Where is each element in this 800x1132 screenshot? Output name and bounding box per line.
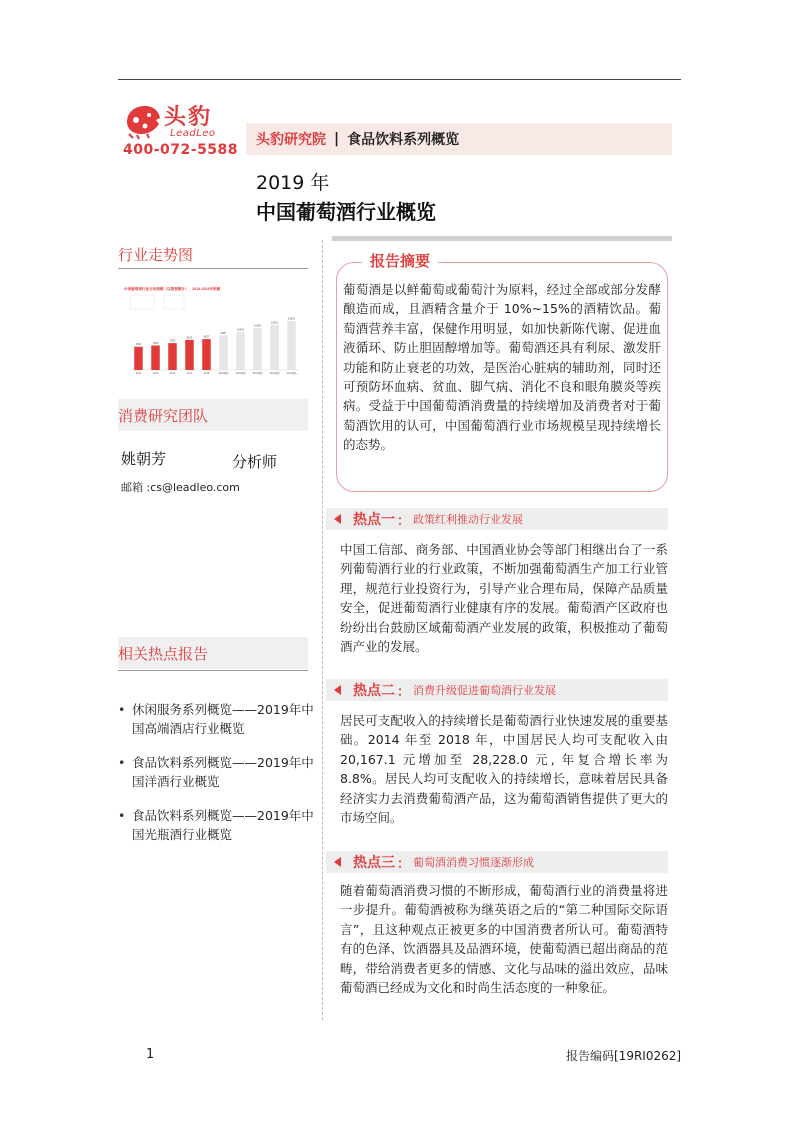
related-report-link[interactable]: • 食品饮料系列概览——2019年中国洋酒行业概览	[118, 753, 318, 791]
hotpoint-text: 居民可支配收入的持续增长是葡萄酒行业快速发展的重要基础。2014 年至 2018 年，中国居民人均可支配收入由 20,167.1 元增加至 28,228.0 元, 年复合增长率为 8.8%。居民人均可支配收入的持续增长，意味着居民具备经济实力去消费葡萄酒产品，这为葡萄酒销售提供了更大的市场空间。	[340, 713, 668, 826]
chart-bar	[287, 321, 296, 370]
hotpoint-label: 热点二	[353, 683, 395, 699]
related-report-link[interactable]: • 休闲服务系列概览——2019年中国高端酒店行业概览	[118, 700, 318, 738]
hotpoint-bar	[326, 508, 668, 530]
chart-value-label: 8613	[186, 336, 193, 340]
title-year: 2019 年	[256, 172, 330, 194]
analyst-role: 分析师	[232, 453, 278, 471]
chart-category-label: 2023预测	[286, 372, 297, 375]
page-title: 中国葡萄酒行业概览	[256, 200, 436, 224]
chart-value-label: 12831	[270, 321, 279, 325]
chart-value-label: 11983	[253, 324, 262, 328]
chart-value-label: 8827	[203, 335, 210, 339]
trend-heading: 行业走势图	[118, 246, 194, 264]
chart-category-label: 2018	[203, 372, 210, 375]
legend-box	[164, 295, 184, 309]
hotpoint-bar	[326, 679, 668, 701]
chart-bar	[134, 347, 143, 370]
banner-separator: |	[334, 131, 340, 147]
chart-bar	[253, 328, 262, 370]
logo-subtitle: LeadLeo	[170, 128, 216, 139]
chart-bar	[219, 335, 228, 370]
chart-legend	[130, 295, 184, 309]
hotpoint-desc: 消费升级促进葡萄酒行业发展	[413, 684, 557, 697]
hotpoint-colon: ：	[397, 856, 411, 872]
summary-top-bar	[332, 236, 672, 241]
chart-value-label: 9887	[220, 331, 227, 335]
chart-category-label: 2017	[186, 372, 193, 375]
triangle-marker-icon	[334, 685, 341, 695]
hotpoint-colon: ：	[397, 513, 411, 529]
team-heading: 消费研究团队	[118, 407, 209, 425]
chart-value-label: 13951	[287, 317, 296, 321]
top-rule	[118, 79, 681, 80]
hotpoint-desc: 葡萄酒消费习惯逐渐形成	[413, 856, 535, 869]
institute-name: 头豹研究院	[256, 132, 326, 148]
chart-bar	[202, 339, 211, 370]
phone-number: 400-072-5588	[123, 142, 239, 158]
hotpoint-text: 中国工信部、商务部、中国酒业协会等部门相继出台了一系列葡萄酒行业的行业政策，不断加强葡萄酒生产加工行业管理，规范行业投资行为，引导产业合理布局，保障产品质量安全，促进葡萄酒行业健康有序的发展。葡萄酒产区政府也纷纷出台鼓励区域葡萄酒产业发展的政策，积极推动了葡萄酒产业的发展。	[340, 542, 668, 655]
summary-label: 报告摘要	[362, 250, 438, 271]
chart-bar	[168, 343, 177, 370]
hotpoint-label: 热点三	[353, 855, 395, 871]
related-report-link[interactable]: • 食品饮料系列概览——2019年中国光瓶酒行业概览	[118, 806, 318, 844]
chart-value-label: 10832	[236, 328, 245, 332]
analyst-email: 邮箱 :cs@leadleo.com	[121, 481, 240, 494]
chart-category-label: 2022预测	[269, 372, 280, 375]
chart-bar	[185, 340, 194, 370]
trend-chart	[118, 282, 306, 380]
hotpoint-colon: ：	[397, 684, 411, 700]
chart-category-label: 2015	[152, 372, 159, 375]
legend-box	[130, 295, 154, 309]
logo-name: 头豹	[164, 105, 213, 130]
chart-bar	[151, 345, 160, 370]
chart-bars	[134, 321, 296, 370]
hotpoint-label: 热点一	[353, 512, 395, 528]
related-heading: 相关热点报告	[118, 645, 209, 663]
leopard-logo-icon	[123, 100, 163, 140]
header-banner	[246, 123, 672, 155]
chart-category-label: 2019预测	[218, 372, 229, 375]
chart-title: 中国葡萄酒行业市场规模（以销售额计），2014-2023年预测	[124, 287, 221, 291]
analyst-name: 姚朝芳	[121, 450, 167, 468]
triangle-marker-icon	[334, 857, 341, 867]
hotpoint-text: 随着葡萄酒消费习惯的不断形成，葡萄酒行业的消费量将进一步提升。葡萄酒被称为继英语之后的“第二种国际交际语言”，且这种观点正被更多的中国消费者所认可。葡萄酒特有的色泽、饮酒器具及品酒环境，使葡萄酒已超出商品的范畴，带给消费者更多的情感、文化与品味的溢出效应，品味葡萄酒已经成为文化和时尚生活态度的一种象征。	[340, 883, 668, 996]
page-number: 1	[146, 1047, 155, 1062]
hotpoint-desc: 政策红利推动行业发展	[413, 513, 524, 526]
chart-category-label: 2016	[169, 372, 176, 375]
report-code: 报告编码[19RI0262]	[566, 1049, 682, 1063]
trend-heading-rule	[118, 268, 308, 269]
chart-bar	[270, 325, 279, 370]
chart-category-label: 2020预测	[235, 372, 246, 375]
related-heading-rule	[118, 670, 308, 671]
chart-category-label: 2021预测	[252, 372, 263, 375]
chart-category-label: 2014	[135, 372, 142, 375]
chart-value-label: 7683	[169, 339, 176, 343]
series-name: 食品饮料系列概览	[347, 132, 460, 148]
chart-bar	[236, 332, 245, 370]
chart-value-label: 6651	[135, 343, 142, 347]
chart-value-label: 7003	[152, 341, 159, 345]
summary-text: 葡萄酒是以鲜葡萄或葡萄汁为原料，经过全部或部分发酵酿造而成，且酒精含量介于 10%~15%的酒精饮品。葡萄酒营养丰富，保健作用明显，如加快新陈代谢、促进血液循环、防止胆固醇增加等。葡萄酒还具有利尿、激发肝功能和防止衰老的功效，是医治心脏病的辅助剂，同时还可预防坏血病、贫血、脚气病、消化不良和眼角膜炎等疾病。受益于中国葡萄酒消费量的持续增加及消费者对于葡萄酒饮用的认可，中国葡萄酒行业市场规模呈现持续增长的态势。	[343, 282, 661, 453]
hotpoint-bar	[326, 851, 668, 873]
triangle-marker-icon	[334, 514, 341, 524]
column-divider	[322, 240, 323, 1020]
related-reports-list	[118, 700, 318, 859]
